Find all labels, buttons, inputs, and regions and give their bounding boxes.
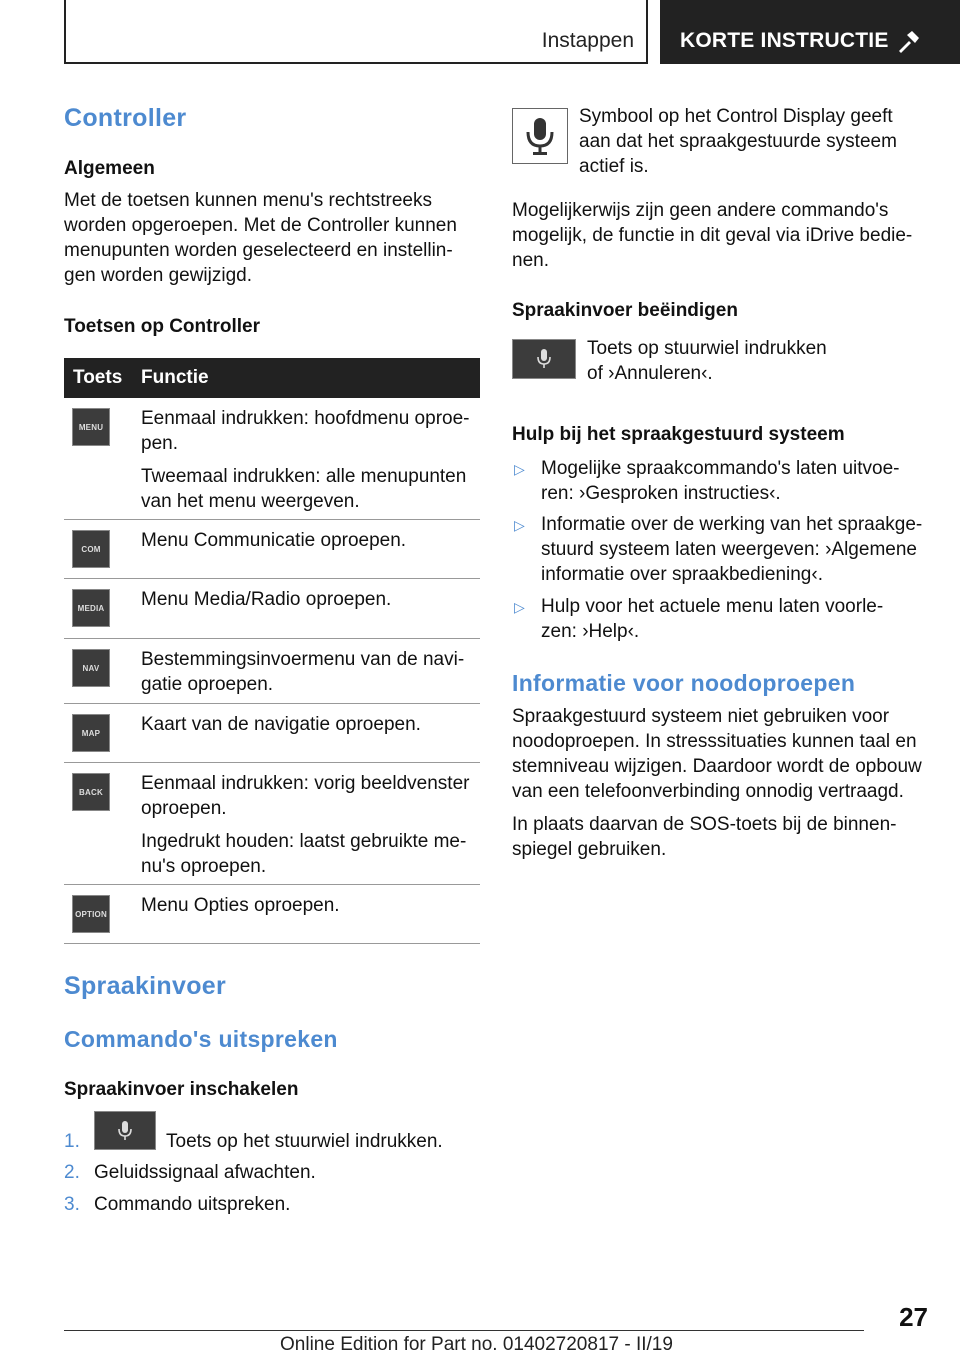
table-cell-function: Menu Communicatie oproepen. — [141, 530, 407, 551]
steering-wheel-mic-button-icon — [94, 1111, 156, 1150]
cell-line: Tweemaal indrukken: alle menupunten — [141, 466, 467, 487]
table-cell-function — [141, 406, 477, 514]
text-line: actief is. — [579, 156, 649, 177]
header-section-label: Instappen — [541, 29, 634, 52]
text-line: informatie over spraakbediening‹. — [541, 564, 823, 585]
text-line: spiegel gebruiken. — [512, 839, 667, 860]
text-line: Symbool op het Control Display geeft — [579, 106, 893, 127]
controller-title: Controller — [64, 104, 187, 132]
emergency-title: Informatie voor noodoproepen — [512, 670, 856, 696]
text-line: ren: ›Gesproken instructies‹. — [541, 483, 781, 504]
text-line: aan dat het spraakgestuurde systeem — [579, 131, 897, 152]
table-cell-function — [141, 647, 477, 697]
cell-line: van het menu weergeven. — [141, 491, 360, 512]
keys-heading: Toetsen op Controller — [64, 316, 260, 337]
bullet-triangle-icon: ▷ — [514, 599, 525, 615]
bullet-triangle-icon: ▷ — [514, 517, 525, 533]
step-number: 3. — [64, 1194, 80, 1215]
table-row — [64, 704, 480, 763]
header-section-box — [64, 0, 648, 64]
general-paragraph — [64, 188, 480, 288]
footer-edition: Online Edition for Part no. 01402720817 - II/19 — [280, 1334, 673, 1355]
cell-line: nu's oproepen. — [141, 856, 267, 877]
page-number: 27 — [899, 1302, 928, 1332]
general-line: gen worden gewijzigd. — [64, 265, 253, 286]
step-text: Commando uitspreken. — [94, 1194, 291, 1215]
help-item — [541, 594, 941, 644]
microphone-icon — [525, 116, 555, 156]
table-cell-function — [141, 771, 477, 879]
text-line: Mogelijkerwijs zijn geen andere commando's — [512, 200, 889, 221]
table-row — [64, 579, 480, 639]
text-line: van een telefoonverbinding onnodig vertraagd. — [512, 781, 904, 802]
text-line: noodoproepen. In stresssituaties kunnen taal en — [512, 731, 917, 752]
microphone-icon — [536, 348, 552, 370]
voice-subtitle: Commando's uitspreken — [64, 1026, 338, 1052]
footer-divider — [64, 1330, 864, 1331]
cell-line: pen. — [141, 433, 178, 454]
table-cell-function: Menu Opties oproepen. — [141, 895, 340, 916]
cell-line: Bestemmingsinvoermenu van de navi‐ — [141, 649, 465, 670]
step-number: 2. — [64, 1162, 80, 1183]
emergency-paragraph — [512, 704, 942, 804]
nav-key-icon: NAV — [72, 649, 110, 687]
emergency-paragraph — [512, 812, 942, 862]
step-number: 1. — [64, 1131, 80, 1152]
hammer-icon — [896, 30, 920, 54]
general-line: worden opgeroepen. Met de Controller kunnen — [64, 215, 457, 236]
control-display-mic-symbol — [512, 108, 568, 164]
controller-keys-table — [64, 358, 480, 944]
microphone-icon — [117, 1120, 133, 1142]
header-chapter-label: KORTE INSTRUCTIE — [680, 29, 889, 52]
symbol-description — [579, 104, 929, 179]
table-cell-function: Menu Media/Radio oproepen. — [141, 589, 392, 610]
table-header — [64, 358, 480, 398]
step-text: Toets op het stuurwiel indrukken. — [166, 1131, 443, 1152]
table-row — [64, 763, 480, 885]
back-key-icon: BACK — [72, 773, 110, 811]
text-line: Mogelijke spraakcommando's laten uitvoe‐ — [541, 458, 900, 479]
general-line: menupunten worden geselecteerd en instellin‐ — [64, 240, 453, 261]
cell-line: gatie oproepen. — [141, 674, 274, 695]
map-key-icon: MAP — [72, 714, 110, 752]
text-line: Hulp voor het actuele menu laten voorle‐ — [541, 596, 884, 617]
text-line: Toets op stuurwiel indrukken — [587, 338, 827, 359]
com-key-icon: COM — [72, 530, 110, 568]
col-function-header: Functie — [141, 367, 209, 388]
possibly-paragraph — [512, 198, 932, 273]
table-row — [64, 520, 480, 579]
general-line: Met de toetsen kunnen menu's rechtstreeks — [64, 190, 432, 211]
cell-line: Eenmaal indrukken: vorig beeldvenster — [141, 773, 470, 794]
text-line: zen: ›Help‹. — [541, 621, 640, 642]
media-key-icon: MEDIA — [72, 589, 110, 627]
help-item — [541, 512, 941, 587]
steering-wheel-mic-button-icon — [512, 339, 576, 379]
end-heading: Spraakinvoer beëindigen — [512, 300, 738, 321]
col-key-header: Toets — [73, 367, 123, 388]
voice-title: Spraakinvoer — [64, 972, 227, 1000]
menu-key-icon: MENU — [72, 408, 110, 446]
end-description — [587, 336, 927, 386]
text-line: nen. — [512, 250, 549, 271]
table-row — [64, 398, 480, 520]
bullet-triangle-icon: ▷ — [514, 461, 525, 477]
text-line: Spraakgestuurd systeem niet gebruiken voor — [512, 706, 890, 727]
enable-heading: Spraakinvoer inschakelen — [64, 1079, 299, 1100]
step-text: Geluidssignaal afwachten. — [94, 1162, 316, 1183]
cell-line: Eenmaal indrukken: hoofdmenu oproe‐ — [141, 408, 470, 429]
cell-line: Ingedrukt houden: laatst gebruikte me‐ — [141, 831, 467, 852]
text-line: mogelijk, de functie in dit geval via iDrive bedie‐ — [512, 225, 913, 246]
option-key-icon: OPTION — [72, 895, 110, 933]
help-heading: Hulp bij het spraakgestuurd systeem — [512, 424, 845, 445]
help-item — [541, 456, 941, 506]
table-row — [64, 885, 480, 944]
text-line: stemniveau wijzigen. Daardoor wordt de opbouw — [512, 756, 922, 777]
table-row — [64, 639, 480, 704]
text-line: stuurd systeem laten weergeven: ›Algemene — [541, 539, 917, 560]
table-cell-function: Kaart van de navigatie oproepen. — [141, 714, 421, 735]
text-line: In plaats daarvan de SOS-toets bij de binnen‐ — [512, 814, 897, 835]
text-line: Informatie over de werking van het spraakge‐ — [541, 514, 923, 535]
general-heading: Algemeen — [64, 158, 155, 179]
text-line: of ›Annuleren‹. — [587, 363, 713, 384]
cell-line: oproepen. — [141, 798, 227, 819]
